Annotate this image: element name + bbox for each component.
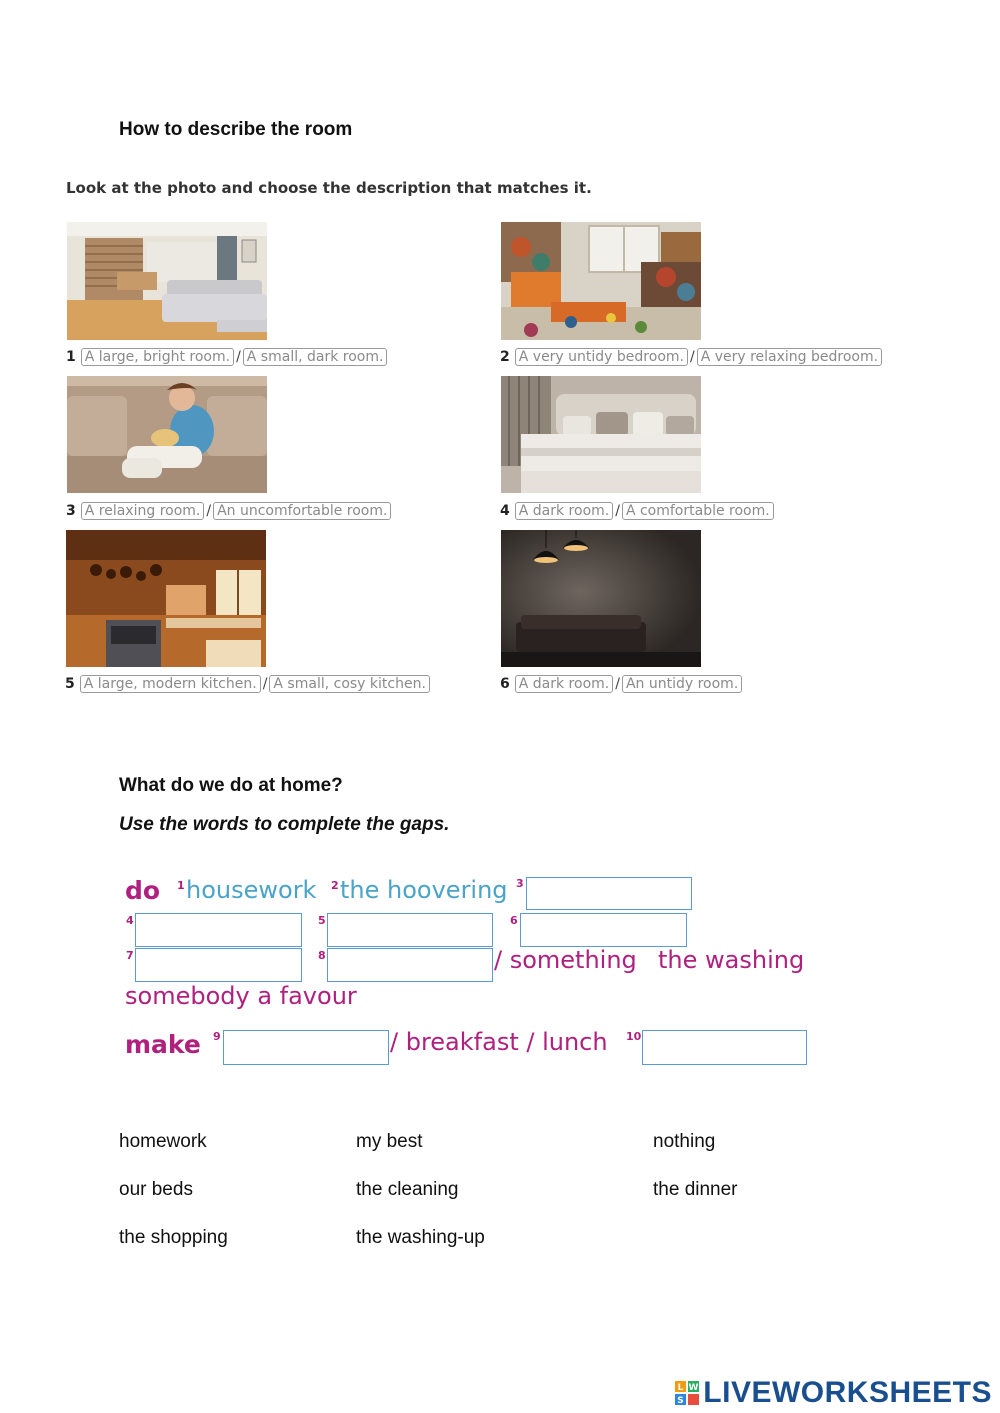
option-b[interactable]: A small, dark room. [243, 348, 388, 366]
separator: / [615, 503, 620, 519]
logo-letter: S [677, 1396, 685, 1405]
logo-letter: L [677, 1383, 684, 1393]
photo-untidy-bedroom [501, 222, 701, 340]
gap-number: 5 [318, 914, 326, 927]
separator: / [206, 503, 212, 519]
gap-input-7[interactable] [135, 948, 302, 982]
item-number: 5 [65, 676, 75, 692]
word-bank-item: homework [119, 1131, 207, 1152]
word-bank-item: our beds [119, 1179, 193, 1200]
gap-input-3[interactable] [526, 877, 692, 910]
text-breakfast-lunch: / breakfast / lunch [390, 1028, 608, 1056]
option-a[interactable]: A relaxing room. [81, 502, 205, 520]
item-number: 6 [500, 676, 510, 692]
caption-item-1 [66, 348, 387, 366]
photo-dark-room [501, 530, 701, 667]
text-somebody-a-favour: somebody a favour [125, 982, 357, 1010]
word-bank-item: the cleaning [356, 1179, 459, 1200]
gap-number: 7 [126, 949, 134, 962]
gap-number: 2 [331, 879, 339, 892]
gap-input-4[interactable] [135, 913, 302, 947]
item-number: 4 [500, 503, 510, 519]
gap-input-9[interactable] [223, 1030, 389, 1065]
separator: / [615, 676, 620, 692]
logo-letter: W [688, 1383, 699, 1393]
item-number: 1 [66, 349, 76, 365]
word-bank-item: nothing [653, 1131, 716, 1152]
gap-number: 10 [626, 1030, 642, 1043]
gap-number: 3 [516, 877, 524, 890]
instruction-rooms: Look at the photo and choose the description that matches it. [66, 179, 592, 197]
option-a[interactable]: A large, modern kitchen. [80, 675, 261, 693]
word-bank-item: my best [356, 1131, 423, 1152]
label-make: make [125, 1030, 201, 1059]
section-title-rooms: How to describe the room [119, 119, 353, 140]
gap-number: 8 [318, 949, 326, 962]
separator: / [689, 349, 695, 365]
word-bank-item: the dinner [653, 1179, 738, 1200]
label-do: do [125, 876, 161, 905]
option-b[interactable]: An untidy room. [622, 675, 742, 693]
caption-item-5 [65, 675, 430, 693]
gap-number: 1 [177, 879, 185, 892]
option-a[interactable]: A dark room. [515, 502, 613, 520]
photo-relaxing-sofa [67, 376, 267, 493]
caption-item-6 [500, 675, 742, 693]
option-a[interactable]: A very untidy bedroom. [515, 348, 688, 366]
liveworksheets-logo [675, 1376, 992, 1410]
gap-number: 4 [126, 914, 134, 927]
item-number: 3 [66, 503, 76, 519]
item-number: 2 [500, 349, 510, 365]
example-hoovering: the hoovering [340, 876, 508, 904]
gap-input-5[interactable] [327, 913, 493, 947]
gap-number: 9 [213, 1030, 221, 1043]
photo-comfortable-bed [501, 376, 701, 493]
option-b[interactable]: An uncomfortable room. [213, 502, 391, 520]
example-housework: housework [186, 876, 317, 904]
photo-bright-living-room [67, 222, 267, 340]
text-something: / something [494, 946, 637, 974]
gap-input-10[interactable] [642, 1030, 807, 1065]
section-title-home: What do we do at home? [119, 775, 343, 796]
separator: / [236, 349, 241, 365]
caption-item-3 [66, 502, 391, 520]
gap-input-8[interactable] [327, 948, 493, 982]
option-b[interactable]: A small, cosy kitchen. [269, 675, 430, 693]
instruction-gaps: Use the words to complete the gaps. [119, 814, 450, 835]
option-b[interactable]: A comfortable room. [622, 502, 774, 520]
word-bank-item: the washing-up [356, 1227, 485, 1248]
photo-cosy-kitchen [66, 530, 266, 667]
caption-item-4 [500, 502, 774, 520]
option-b[interactable]: A very relaxing bedroom. [697, 348, 882, 366]
text-the-washing: the washing [658, 946, 805, 974]
caption-item-2 [500, 348, 882, 366]
separator: / [262, 676, 268, 692]
option-a[interactable]: A large, bright room. [81, 348, 234, 366]
gap-number: 6 [510, 914, 518, 927]
word-bank-item: the shopping [119, 1227, 228, 1248]
liveworksheets-text: LIVEWORKSHEETS [703, 1376, 992, 1409]
option-a[interactable]: A dark room. [515, 675, 613, 693]
liveworksheets-icon [675, 1381, 699, 1405]
gap-input-6[interactable] [520, 913, 687, 947]
